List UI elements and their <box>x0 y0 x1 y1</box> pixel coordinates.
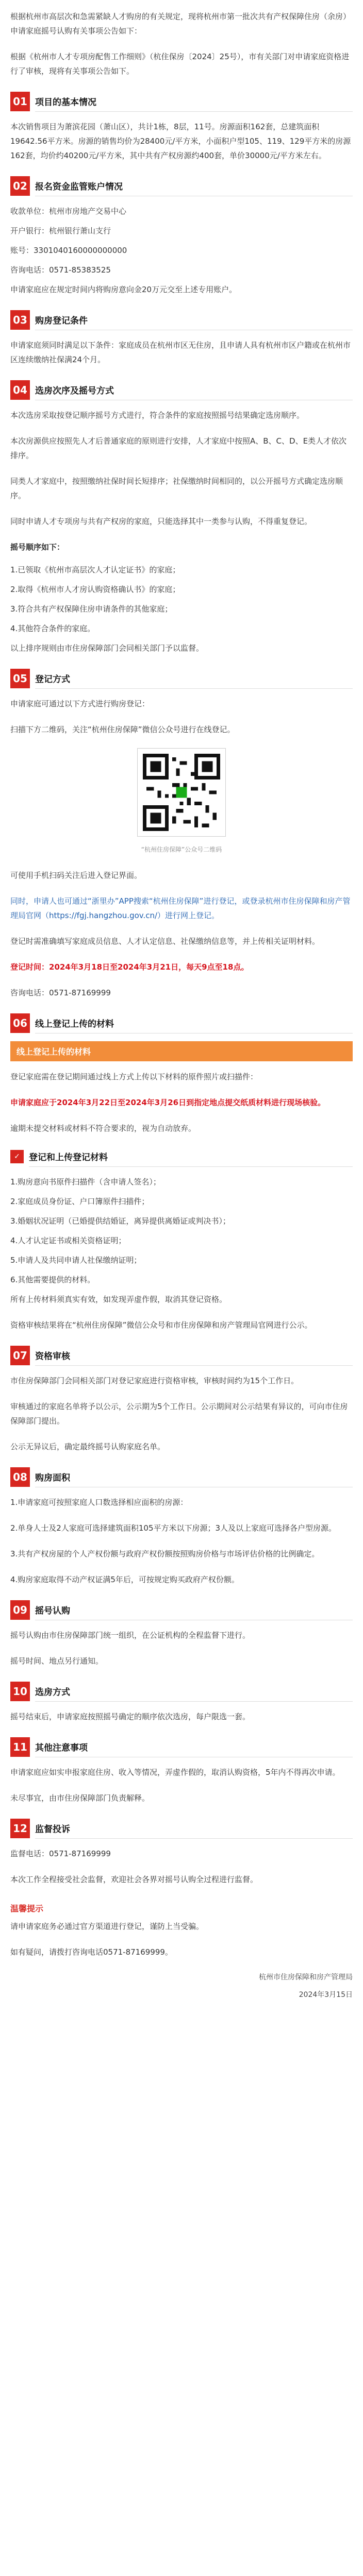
section-paragraph: 市住房保障部门会同相关部门对登记家庭进行资格审核，审核时间约为15个工作日。 <box>10 1376 299 1385</box>
section-paragraph: 同时申请人才专项房与共有产权房的家庭，只能选择其中一类参与认购，不得重复登记。 <box>10 517 312 526</box>
materials-subheader <box>10 1147 353 1166</box>
materials-subtitle: 登记和上传登记材料 <box>29 1147 353 1167</box>
materials-banner: 线上登记上传的材料 <box>10 1041 353 1061</box>
section-paragraph: 逾期未提交材料或材料不符合要求的，视为自动放弃。 <box>10 1124 196 1133</box>
qr-caption: “杭州住房保障”公众号二维码 <box>141 846 222 853</box>
section-01-header <box>10 92 353 111</box>
account-line: 咨询电话：0571-85383525 <box>10 265 111 275</box>
section-paragraph: 登记时需准确填写家庭成员信息、人才认定信息、社保缴纳信息等，并上传相关证明材料。 <box>10 937 320 946</box>
material-item: 1.购房意向书原件扫描件（含申请人签名）； <box>10 1177 161 1187</box>
account-note: 申请家庭应在规定时间内将购房意向金20万元交至上述专用账户。 <box>10 285 237 294</box>
section-title: 监督投诉 <box>35 1819 353 1839</box>
section-paragraph: 摇号结束后，申请家庭按照摇号确定的顺序依次选房，每户限选一套。 <box>10 1712 251 1721</box>
section-paragraph: 申请家庭应如实申报家庭住房、收入等情况，弄虚作假的，取消认购资格，5年内不得再次申请。 <box>10 1768 340 1777</box>
section-09-header <box>10 1600 353 1620</box>
section-paragraph: 资格审核结果将在“杭州住房保障”微信公众号和市住房保障和房产管理局官网进行公示。 <box>10 1320 312 1330</box>
section-paragraph: 同类人才家庭中，按照缴纳社保时间长短排序；社保缴纳时间相同的，以公开摇号方式确定选房顺序。 <box>10 477 343 500</box>
section-07-header <box>10 1346 353 1365</box>
list-item: 1.已领取《杭州市高层次人才认定证书》的家庭； <box>10 565 180 574</box>
online-registration-info: 同时，申请人也可通过“浙里办”APP搜索“杭州住房保障”进行登记，或登录杭州市住房保障和房产管理局官网（https://fgj.hangzhou.gov.cn/）进行网上登记。 <box>10 896 351 920</box>
section-number: 10 <box>10 1682 30 1701</box>
section-number: 07 <box>10 1346 30 1365</box>
section-number: 12 <box>10 1819 30 1838</box>
section-title: 报名资金监管账户情况 <box>35 176 353 196</box>
list-item: 4.其他符合条件的家庭。 <box>10 624 95 633</box>
section-title: 购房登记条件 <box>35 310 353 330</box>
qr-code-icon[interactable] <box>137 748 226 837</box>
signature-org: 杭州市住房保障和房产管理局 <box>259 1973 353 1981</box>
intro-highlight: 根据《杭州市人才专项房配售工作细则》（杭住保房〔2024〕25号），市有关部门对申请家庭资格进行了审核，现将有关事项公告如下。 <box>10 52 350 76</box>
notice-paragraph: 如有疑问，请拨打咨询电话0571-87169999。 <box>10 1947 173 1957</box>
account-line: 开户银行：杭州银行萧山支行 <box>10 226 111 235</box>
section-title: 选房次序及摇号方式 <box>35 380 353 400</box>
section-title: 选房方式 <box>35 1682 353 1702</box>
material-item: 6.其他需要提供的材料。 <box>10 1275 95 1284</box>
section-paragraph: 所有上传材料须真实有效，如发现弄虚作假，取消其登记资格。 <box>10 1295 227 1304</box>
section-paragraph: 公示无异议后，确定最终摇号认购家庭名单。 <box>10 1442 166 1451</box>
section-03-header <box>10 310 353 330</box>
section-number: 09 <box>10 1600 30 1620</box>
account-line: 账号：3301040160000000000 <box>10 246 127 255</box>
section-paragraph: 本次选房采取按登记顺序摇号方式进行，符合条件的家庭按照摇号结果确定选房顺序。 <box>10 411 305 420</box>
section-10-header <box>10 1682 353 1701</box>
notice-paragraph: 请申请家庭务必通过官方渠道进行登记，谨防上当受骗。 <box>10 1922 204 1931</box>
section-title: 登记方式 <box>35 669 353 689</box>
consult-phone: 咨询电话：0571-87169999 <box>10 988 111 997</box>
supervision-phone: 监督电话：0571-87169999 <box>10 1849 111 1858</box>
list-item: 3.符合共有产权保障住房申请条件的其他家庭； <box>10 604 173 614</box>
section-number: 04 <box>10 380 30 400</box>
section-number: 05 <box>10 669 30 688</box>
intro-paragraph: 根据杭州市高层次和急需紧缺人才购房的有关规定，现将杭州市第一批次共有产权保障住房（余房）申请家庭摇号认购有关事项公告如下： <box>10 12 351 36</box>
section-04-header <box>10 380 353 400</box>
section-paragraph: 申请家庭可通过以下方式进行购房登记： <box>10 699 150 708</box>
material-item: 4.人才认定证书或相关资格证明； <box>10 1236 126 1245</box>
section-paragraph: 本次房源供应按照先人才后普通家庭的原则进行安排，人才家庭中按照A、B、C、D、E类人才依次排序。 <box>10 436 347 460</box>
registration-time: 登记时间：2024年3月18日至2024年3月21日，每天9点至18点。 <box>10 962 249 972</box>
notice-title: 温馨提示 <box>10 1904 44 1913</box>
list-title: 摇号顺序如下： <box>10 543 65 552</box>
section-title: 购房面积 <box>35 1467 353 1487</box>
material-deadline: 申请家庭应于2024年3月22日至2024年3月26日到指定地点提交纸质材料进行现场核验。 <box>10 1098 326 1107</box>
material-item: 3.婚姻状况证明（已婚提供结婚证，离异提供离婚证或判决书）； <box>10 1216 230 1226</box>
project-info: 本次销售项目为萧滨花园（萧山区），共计1栋，8层，11号。房源面积162套，总建筑面积19642.56平方米。房源的销售均价为28400元/平方米，小面积户型105、119、129平方米的房源162套，均价约40200元/平方米，其中共有产权房源约400套，单价30000元/平方米左右。 <box>10 122 351 160</box>
signature-date: 2024年3月15日 <box>299 1991 353 1999</box>
section-paragraph: 摇号认购由市住房保障部门统一组织，在公证机构的全程监督下进行。 <box>10 1631 251 1640</box>
section-number: 11 <box>10 1737 30 1757</box>
section-paragraph: 可使用手机扫码关注后进入登记界面。 <box>10 871 142 880</box>
section-title: 摇号认购 <box>35 1600 353 1620</box>
registration-conditions: 申请家庭须同时满足以下条件：家庭成员在杭州市区无住房，且申请人具有杭州市区户籍或在杭州市区连续缴纳社保满24个月。 <box>10 341 351 364</box>
section-paragraph: 本次工作全程接受社会监督，欢迎社会各界对摇号认购全过程进行监督。 <box>10 1875 258 1884</box>
section-title: 其他注意事项 <box>35 1737 353 1757</box>
section-number: 01 <box>10 92 30 111</box>
section-paragraph: 4.购房家庭取得不动产权证满5年后，可按规定购买政府产权份额。 <box>10 1575 239 1584</box>
section-title: 资格审核 <box>35 1346 353 1366</box>
section-title: 项目的基本情况 <box>35 92 353 112</box>
bullet-icon: ✓ <box>10 1150 24 1163</box>
material-item: 2.家庭成员身份证、户口簿原件扫描件； <box>10 1197 150 1206</box>
section-paragraph: 2.单身人士及2人家庭可选择建筑面积105平方米以下房源；3人及以上家庭可选择各户型房源。 <box>10 1523 337 1533</box>
section-11-header <box>10 1737 353 1757</box>
section-06-header <box>10 1013 353 1033</box>
section-12-header <box>10 1819 353 1838</box>
account-line: 收款单位：杭州市房地产交易中心 <box>10 207 127 216</box>
section-08-header <box>10 1467 353 1487</box>
section-paragraph: 审核通过的家庭名单将予以公示，公示期为5个工作日。公示期间对公示结果有异议的，可向市住房保障部门提出。 <box>10 1402 348 1426</box>
section-02-header <box>10 176 353 196</box>
section-paragraph: 扫描下方二维码，关注“杭州住房保障”微信公众号进行在线登记。 <box>10 725 235 734</box>
section-paragraph: 1.申请家庭可按照家庭人口数选择相应面积的房源： <box>10 1498 188 1507</box>
section-05-header <box>10 669 353 688</box>
section-title: 线上登记上传的材料 <box>35 1013 353 1033</box>
section-number: 03 <box>10 310 30 330</box>
section-paragraph: 登记家庭需在登记期间通过线上方式上传以下材料的原件照片或扫描件： <box>10 1072 258 1081</box>
section-paragraph: 以上排序规则由市住房保障部门会同相关部门予以监督。 <box>10 643 204 653</box>
section-number: 06 <box>10 1013 30 1033</box>
list-item: 2.取得《杭州市人才房认购资格确认书》的家庭； <box>10 585 180 594</box>
section-paragraph: 3.共有产权房屋的个人产权份额与政府产权份额按照购房价格与市场评估价格的比例确定。 <box>10 1549 320 1558</box>
section-paragraph: 摇号时间、地点另行通知。 <box>10 1656 104 1666</box>
section-paragraph: 未尽事宜，由市住房保障部门负责解释。 <box>10 1793 150 1803</box>
section-number: 02 <box>10 176 30 196</box>
material-item: 5.申请人及共同申请人社保缴纳证明； <box>10 1256 142 1265</box>
section-number: 08 <box>10 1467 30 1487</box>
